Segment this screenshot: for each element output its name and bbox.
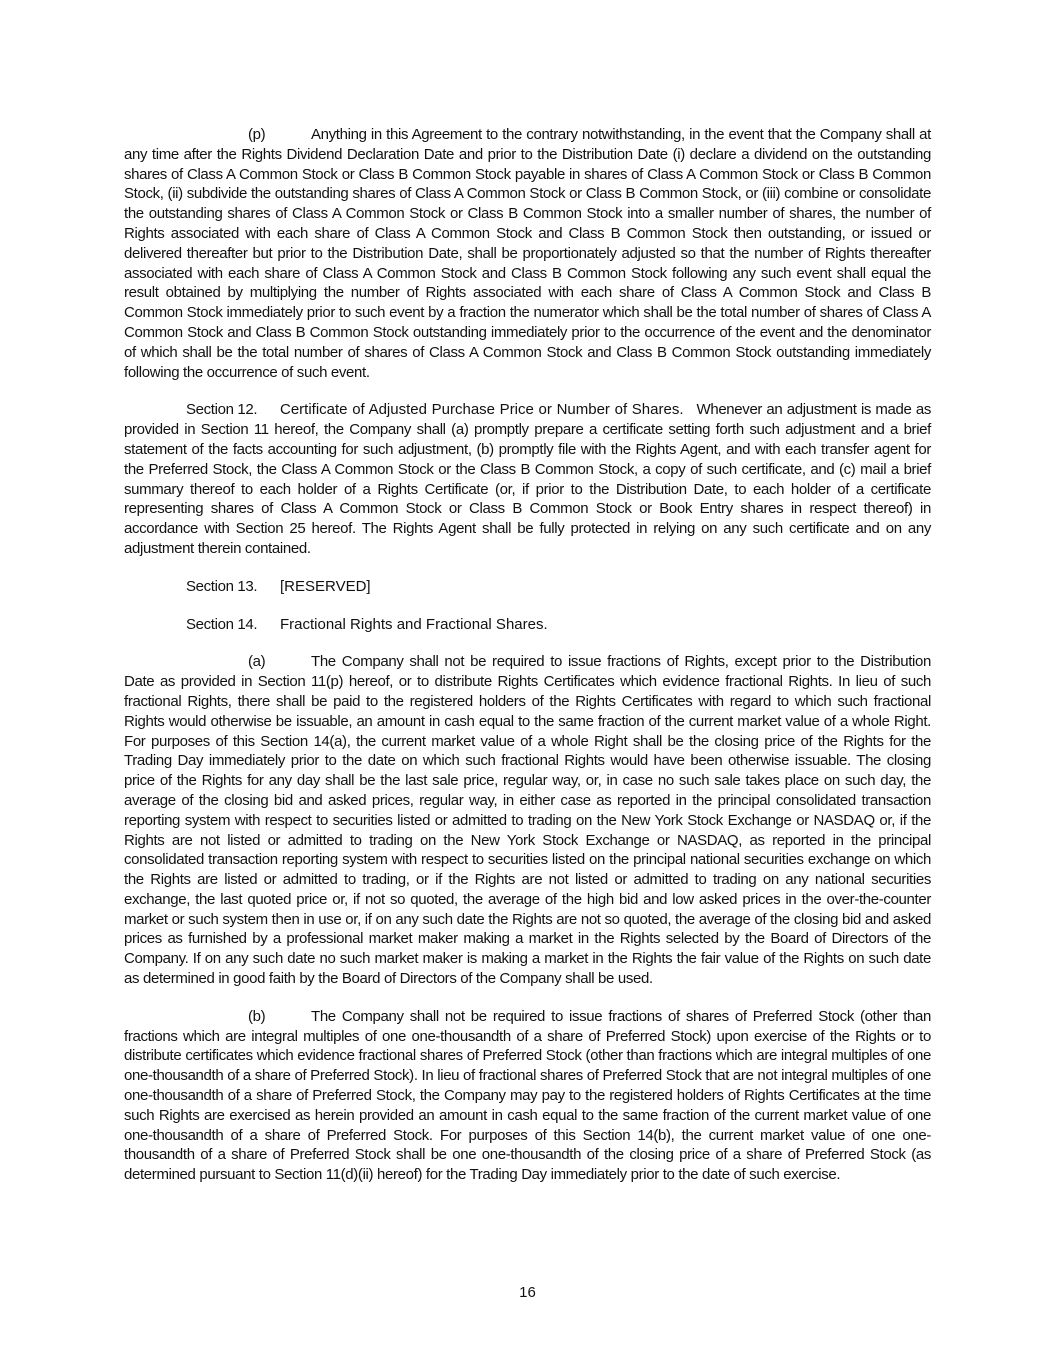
section-heading: Certificate of Adjusted Purchase Price or Number of Shares. bbox=[280, 401, 684, 419]
section-heading: [RESERVED] bbox=[280, 577, 371, 595]
section-12 bbox=[124, 400, 931, 558]
section-14 bbox=[124, 615, 931, 635]
paragraph-b bbox=[124, 1007, 931, 1185]
paragraph-p bbox=[124, 125, 931, 382]
paragraph-enum: (p) bbox=[248, 126, 266, 143]
section-13 bbox=[124, 577, 931, 597]
page-number: 16 bbox=[519, 1284, 536, 1301]
paragraph-text: The Company shall not be required to issue fractions of Rights, except prior to the Distribution Date as provided in Section 11(p) hereof, or to distribute Rights Certificates which evidence fractional Rights. In lieu of such fractional Rights, there shall be paid to the registered holders of the Rights Certificates with regard to which such fractional Rights would otherwise be issuable, an amount in cash equal to the same fraction of the current market value of a whole Right. For purposes of this Section 14(a), the current market value of a whole Right shall be the closing price of the Rights for the Trading Day immediately prior to the date on which such fractional Rights would have been otherwise issuable. The closing price of the Rights for any day shall be the last sale price, regular way, or, in case no such sale takes place on such day, the average of the closing bid and asked prices, regular way, in either case as reported in the principal consolidated transaction reporting system with respect to securities listed or admitted to trading on the New York Stock Exchange or NASDAQ or, if the Rights are not listed or admitted to trading on the New York Stock Exchange or NASDAQ, as reported in the principal consolidated transaction reporting system with respect to securities listed on the principal national securities exchange on which the Rights are listed or admitted to trading, or if the Rights are not listed or admitted to trading on any national securities exchange, the last quoted price or, if not so quoted, the average of the high bid and low asked prices in the over-the-counter market or such system then in use or, if on any such date the Rights are not so quoted, the average of the closing bid and asked prices as furnished by a professional market maker making a market in the Rights selected by the Board of Directors of the Company. If on any such date no such market maker is making a market in the Rights the fair value of the Rights on such date as determined in good faith by the Board of Directors of the Company shall be used. bbox=[124, 653, 931, 988]
section-number: Section 12. bbox=[186, 401, 258, 419]
paragraph-a bbox=[124, 652, 931, 989]
section-number: Section 14. bbox=[186, 615, 258, 633]
document-body bbox=[124, 125, 931, 1185]
paragraph-text: Anything in this Agreement to the contrary notwithstanding, in the event that the Company shall at any time after the Rights Dividend Declaration Date and prior to the Distribution Date (i) declare a dividend on the outstanding shares of Class A Common Stock or Class B Common Stock payable in shares of Class A Common Stock or Class B Common Stock, (ii) subdivide the outstanding shares of Class A Common Stock or Class B Common Stock, or (iii) combine or consolidate the outstanding shares of Class A Common Stock or Class B Common Stock into a smaller number of shares, the number of Rights associated with each share of Class A Common Stock and Class B Common Stock then outstanding, or issued or delivered thereafter but prior to the Distribution Date, shall be proportionately adjusted so that the number of Rights thereafter associated with each share of Class A Common Stock and Class B Common Stock following any such event shall equal the result obtained by multiplying the number of Rights associated with each share of Class A Common Stock and Class B Common Stock immediately prior to such event by a fraction the numerator which shall be the total number of shares of Class A Common Stock and Class B Common Stock outstanding immediately prior to the occurrence of the event and the denominator of which shall be the total number of shares of Class A Common Stock and Class B Common Stock outstanding immediately following the occurrence of such event. bbox=[124, 126, 931, 381]
paragraph-text: The Company shall not be required to issue fractions of shares of Preferred Stock (other than fractions which are integral multiples of one one-thousandth of a share of Preferred Stock) upon exercise of the Rights or to distribute certificates which evidence fractional shares of Preferred Stock (other than fractions which are integral multiples of one one-thousandth of a share of Preferred Stock). In lieu of fractional shares of Preferred Stock that are not integral multiples of one one-thousandth of a share of Preferred Stock, the Company may pay to the registered holders of Rights Certificates at the time such Rights are exercised as herein provided an amount in cash equal to the same fraction of the current market value of one one-thousandth of a share of Preferred Stock. For purposes of this Section 14(b), the current market value of one one-thousandth of a share of Preferred Stock shall be one one-thousandth of the closing price of a share of Preferred Stock (as determined pursuant to Section 11(d)(ii) hereof) for the Trading Day immediately prior to the date of such exercise. bbox=[124, 1007, 931, 1184]
section-text: Whenever an adjustment is made as provided in Section 11 hereof, the Company shall (a) promptly prepare a certificate setting forth such adjustment and a brief statement of the facts accounting for such adjustment, (b) promptly file with the Rights Agent, and with each transfer agent for the Preferred Stock, the Class A Common Stock or the Class B Common Stock, a copy of such certificate, and (c) mail a brief summary thereof to each holder of a Rights Certificate (or, if prior to the Distribution Date, to each holder of a certificate representing shares of Class A Common Stock or Class B Common Stock or Book Entry shares in respect thereof) in accordance with Section 25 hereof. The Rights Agent shall be fully protected in relying on any such certificate and on any adjustment therein contained. bbox=[124, 401, 932, 557]
paragraph-enum: (a) bbox=[248, 653, 266, 671]
paragraph-enum: (b) bbox=[248, 1007, 266, 1025]
section-heading: Fractional Rights and Fractional Shares. bbox=[280, 615, 548, 633]
section-number: Section 13. bbox=[186, 577, 258, 595]
